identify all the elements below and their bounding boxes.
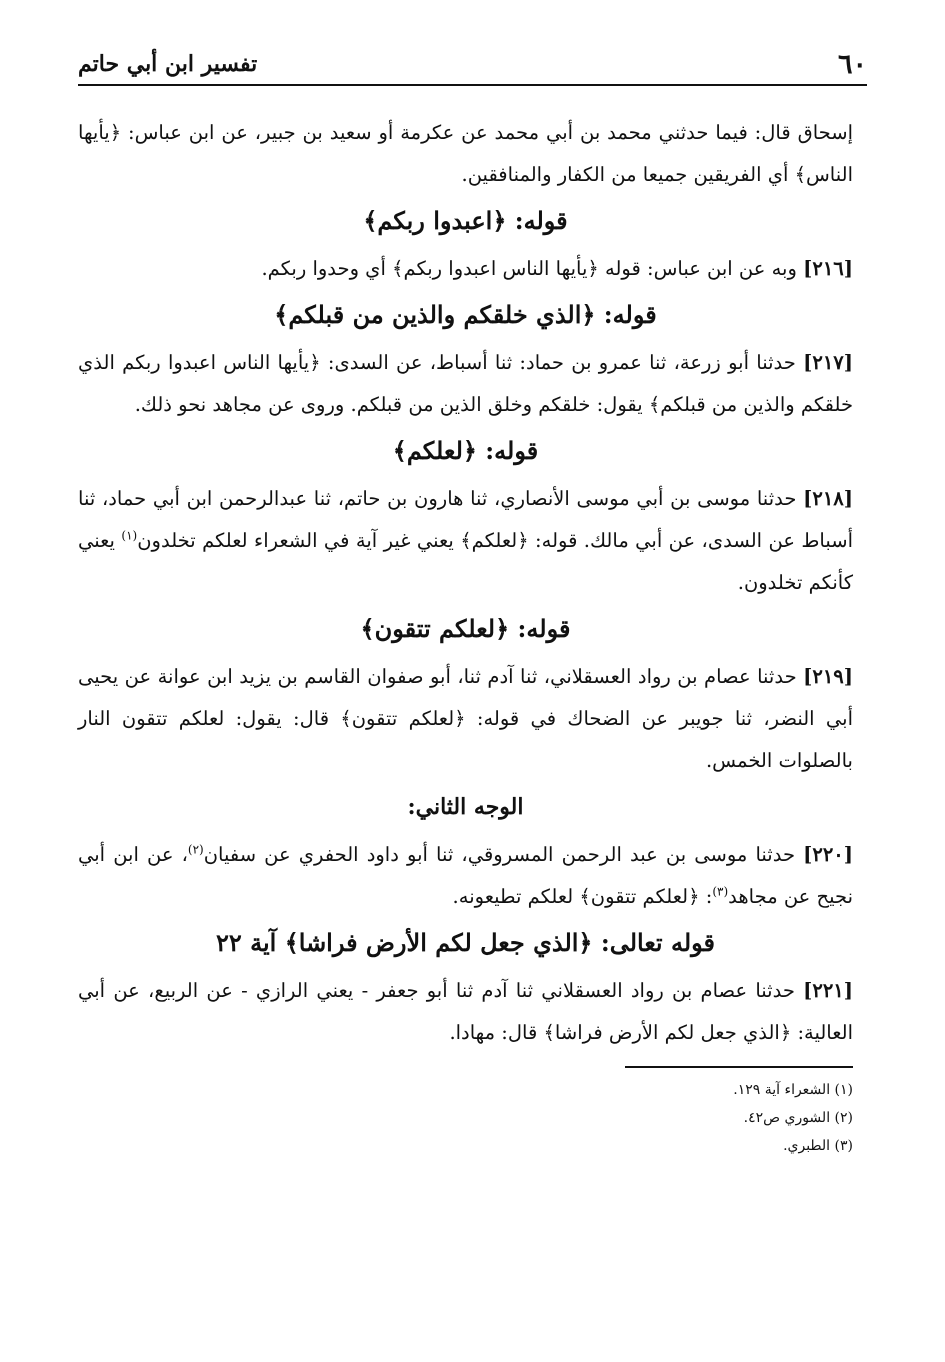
hadith-paragraph: [78, 478, 853, 604]
section-heading: قوله: ﴿لعلكم﴾: [392, 436, 539, 465]
narration-number: [٢٢٠]: [803, 843, 853, 866]
paragraph-text: إسحاق قال: فيما حدثني محمد بن أبي محمد عن عكرمة أو سعيد بن جبير، عن ابن عباس: ﴿يأيها الناس﴾ أي الفريقين جميعا من الكفار والمنافقين.: [78, 121, 853, 186]
paragraph-text-continued: ، عن ابن أبي نجيح عن مجاهد: [78, 843, 853, 908]
page-header: [78, 44, 867, 86]
section-heading: قوله تعالى: ﴿الذي جعل لكم الأرض فراشا﴾ آية ٢٢: [215, 928, 716, 957]
paragraph-text: حدثنا موسى بن أبي موسى الأنصاري، ثنا هارون بن حاتم، ثنا عبدالرحمن ابن أبي حماد، ثنا أسباط عن السدى، عن أبي مالك. قوله: ﴿لعلكم﴾ يعني غير آية في الشعراء لعلكم تخلدون: [78, 487, 854, 552]
book-title: تفسير ابن أبي حاتم: [78, 51, 258, 77]
paragraph-text: حدثنا موسى بن عبد الرحمن المسروقي، ثنا أبو داود الحفري عن سفيان: [203, 843, 795, 866]
section-heading: قوله: ﴿اعبدوا ربكم﴾: [363, 206, 568, 235]
paragraph-text: حدثنا عصام بن رواد العسقلاني، ثنا آدم ثنا، أبو صفوان القاسم بن يزيد ابن عوانة عن يحيى أبي النضر، ثنا جويبر عن الضحاك في قوله: ﴿لعلكم تتقون﴾ قال: يقول: لعلكم تتقون النار بالصلوات الخمس.: [78, 665, 853, 772]
paragraph-text: حدثنا أبو زرعة، ثنا عمرو بن حماد: ثنا أسباط، عن السدى: ﴿يأيها الناس اعبدوا ربكم الذي خلقكم والذين من قبلكم﴾ يقول: خلقكم وخلق الذين من قبلكم. وروى عن مجاهد نحو ذلك.: [78, 351, 853, 416]
narration-number: [٢١٩]: [803, 665, 853, 688]
page-number: ٦٠: [837, 48, 867, 80]
footnote-separator: [625, 1066, 853, 1068]
footnote-marker: (٢): [187, 842, 204, 857]
paragraph-text: وبه عن ابن عباس: قوله ﴿يأيها الناس اعبدوا ربكم﴾ أي وحدوا ربكم.: [261, 257, 797, 280]
paragraph-text-continued: : ﴿لعلكم تتقون﴾ لعلكم تطيعونه.: [452, 885, 713, 908]
page-body: [78, 112, 853, 1160]
footnote: (١) الشعراء آية ١٢٩.: [733, 1082, 853, 1098]
footnote: (٣) الطبري.: [783, 1138, 853, 1154]
section-heading: قوله: ﴿الذي خلقكم والذين من قبلكم﴾: [274, 300, 657, 329]
footnote: (٢) الشوري ص٤٢.: [743, 1110, 853, 1126]
paragraph-text-continued: يعني كأنكم تخلدون.: [78, 529, 853, 594]
footnotes: [78, 1076, 853, 1160]
hadith-paragraph: [78, 970, 853, 1054]
narration-number: [٢٢١]: [803, 979, 854, 1002]
narration-number: [٢١٧]: [803, 351, 853, 374]
hadith-paragraph: [78, 342, 853, 426]
footnote-marker: (١): [121, 528, 138, 543]
hadith-paragraph: [78, 248, 853, 290]
text-blocks: [78, 112, 853, 1054]
hadith-paragraph: [78, 834, 853, 918]
section-heading: الوجه الثاني:: [407, 794, 524, 820]
hadith-paragraph: [78, 656, 853, 782]
section-heading: قوله: ﴿لعلكم تتقون﴾: [360, 614, 571, 643]
narration-number: [٢١٨]: [803, 487, 853, 510]
paragraph-text: حدثنا عصام بن رواد العسقلاني ثنا آدم ثنا أبو جعفر - يعني الرازي - عن الربيع، عن أبي العالية: ﴿الذي جعل لكم الأرض فراشا﴾ قال: مهادا.: [78, 979, 853, 1044]
narration-number: [٢١٦]: [803, 257, 853, 280]
footnote-marker: (٣): [712, 884, 729, 899]
hadith-paragraph: [78, 112, 853, 196]
